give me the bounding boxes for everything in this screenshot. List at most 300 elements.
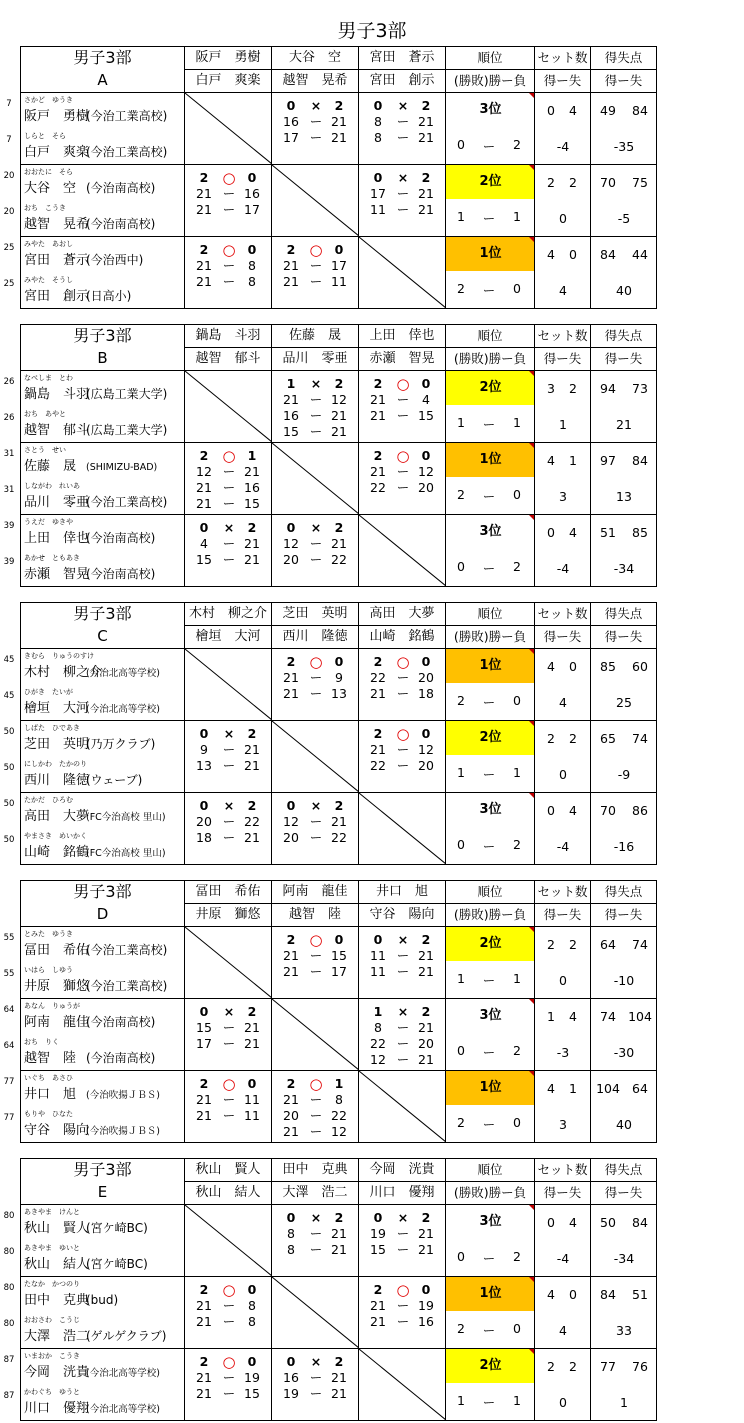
player-name: 大谷 空: [24, 181, 77, 196]
game-score: [359, 964, 446, 980]
match-cell-empty: [272, 721, 359, 793]
group-title: 男子3部: [73, 882, 132, 901]
match-result: [272, 520, 359, 536]
game-score-opp: 21: [244, 536, 260, 551]
result-sets-lost: 0: [247, 1354, 257, 1369]
game-score-opp: 21: [418, 130, 434, 145]
game-score-own: 9: [200, 742, 208, 757]
points-against: 60: [632, 659, 648, 674]
score-dash: ー: [309, 1092, 323, 1107]
game-score: [272, 258, 359, 274]
header-opponent-cell: [185, 881, 272, 904]
win-mark-icon: ○: [309, 931, 323, 949]
game-score-own: 19: [370, 1226, 386, 1241]
header-opponent-cell: [185, 1182, 272, 1205]
pair-cell: [3, 515, 185, 587]
rank-text: 3位: [479, 802, 502, 817]
result-sets-won: 0: [373, 98, 383, 113]
result-sets-lost: 1: [334, 1076, 344, 1091]
sets-lost: 1: [569, 453, 577, 468]
result-sets-won: 2: [199, 448, 209, 463]
header-player-name: 山崎 銘鶴: [369, 629, 435, 644]
header-opponent-cell: [359, 348, 446, 371]
game-score-opp: 21: [418, 202, 434, 217]
match-cell-empty: [185, 649, 272, 721]
player-team: (今治工業高校): [86, 145, 168, 159]
rank-cell: [446, 999, 535, 1071]
result-sets-won: 2: [373, 654, 383, 669]
game-score-opp: 11: [244, 1108, 260, 1123]
match-cell: [272, 1205, 359, 1277]
header-player-name: 西川 隆徳: [282, 629, 348, 644]
win-mark-icon: ○: [222, 1075, 236, 1093]
game-score: [359, 408, 446, 424]
game-score-opp: 22: [331, 830, 347, 845]
seed-number: 80: [3, 1319, 15, 1329]
sets-won: 4: [547, 1081, 555, 1096]
header-opponent-cell: [272, 70, 359, 93]
sets-won: 2: [547, 1359, 555, 1374]
match-cell: [185, 721, 272, 793]
result-sets-lost: 0: [247, 1282, 257, 1297]
sets-lost: 4: [569, 103, 577, 118]
diagonal-line: [185, 93, 272, 164]
game-score-own: 8: [374, 114, 382, 129]
player-line: [24, 733, 155, 752]
sets-diff: -4: [556, 839, 570, 854]
match-cell: [272, 237, 359, 309]
game-score-own: 21: [196, 186, 212, 201]
game-score: [185, 480, 272, 496]
diagonal-line: [185, 649, 272, 720]
game-score-own: 12: [283, 814, 299, 829]
player-team: (今治北高等学校): [86, 1404, 160, 1415]
pair-cell: [3, 793, 185, 865]
rank-cell: [446, 1349, 535, 1421]
win-loss: [446, 971, 535, 989]
player-team: (今治北高等学校): [86, 668, 160, 679]
rank-badge: [446, 999, 535, 1033]
player-line: [24, 1361, 160, 1380]
wins: 0: [457, 1249, 465, 1264]
player-line: [24, 1011, 155, 1030]
game-score: [272, 274, 359, 290]
game-score-own: 15: [370, 1242, 386, 1257]
game-score-opp: 21: [244, 742, 260, 757]
wl-dash: ー: [482, 211, 496, 226]
player-team: (今治南高校): [86, 217, 156, 231]
header-player-name: 檜垣 大河: [195, 629, 261, 644]
sets-cell: [535, 999, 591, 1071]
result-sets-won: 0: [373, 932, 383, 947]
set-header: [535, 603, 591, 626]
result-sets-won: 0: [199, 1004, 209, 1019]
win-loss: [446, 209, 535, 227]
result-sets-lost: 2: [334, 98, 344, 113]
points-diff: -35: [613, 139, 635, 154]
player-furigana: うえだ ゆきや: [24, 518, 73, 526]
sets-diff: 0: [559, 211, 567, 226]
player-name: 山崎 銘鶴: [24, 845, 90, 860]
header-opponent-cell: [272, 325, 359, 348]
header-opponent-cell: [359, 904, 446, 927]
match-cell-empty: [185, 927, 272, 999]
seed-number: 7: [6, 135, 12, 145]
points-diff: -9: [617, 767, 631, 782]
match-result: [272, 798, 359, 814]
game-score: [359, 1314, 446, 1330]
header-opponent-cell: [185, 626, 272, 649]
game-score-opp: 16: [244, 480, 260, 495]
sets-lost: 4: [569, 803, 577, 818]
match-cell: [359, 1205, 446, 1277]
result-sets-lost: 0: [247, 242, 257, 257]
player-furigana: いはら しゆう: [24, 966, 73, 974]
group-table-d: [3, 880, 657, 1143]
points-cell: [591, 371, 657, 443]
header-opponent-cell: [359, 881, 446, 904]
game-score-own: 12: [283, 536, 299, 551]
player-team: (今治西中): [86, 253, 144, 267]
rank-cell: [446, 649, 535, 721]
set-header-label: セット数: [537, 884, 588, 899]
score-dash: ー: [309, 552, 323, 567]
score-dash: ー: [396, 408, 410, 423]
points-for: 84: [600, 1287, 616, 1302]
win-mark-icon: ○: [222, 1281, 236, 1299]
score-dash: ー: [222, 464, 236, 479]
sets-diff: -3: [556, 1045, 570, 1060]
set-header-sublabel: 得ー失: [543, 73, 582, 88]
score-dash: ー: [396, 130, 410, 145]
sets-lost: 2: [569, 381, 577, 396]
points-header-label: 得失点: [604, 328, 643, 343]
rank-header: [446, 348, 535, 371]
loss-mark-icon: ×: [397, 170, 409, 185]
points-cell: [591, 1277, 657, 1349]
score-dash: ー: [396, 686, 410, 701]
game-score-opp: 21: [331, 130, 347, 145]
game-score-own: 18: [196, 830, 212, 845]
player-name: 西川 隆徳: [24, 773, 90, 788]
set-header-label: セット数: [537, 606, 588, 621]
score-dash: ー: [396, 964, 410, 979]
score-dash: ー: [309, 964, 323, 979]
game-score-opp: 21: [418, 948, 434, 963]
points-diff: 40: [616, 1117, 632, 1132]
points-cell: [591, 721, 657, 793]
player-line: [24, 141, 167, 160]
game-score: [185, 1314, 272, 1330]
game-score-own: 21: [283, 948, 299, 963]
losses: 2: [513, 559, 521, 574]
player-furigana: いまおか こうき: [24, 1352, 80, 1360]
header-player-name: 田中 克典: [282, 1162, 348, 1177]
win-loss: [446, 1043, 535, 1061]
header-player-name: 秋山 賢人: [195, 1162, 261, 1177]
game-score: [359, 202, 446, 218]
match-result: [359, 726, 446, 742]
player-line: [24, 1217, 148, 1236]
points-cell: [591, 93, 657, 165]
player-team: (今治北高等学校): [86, 704, 160, 715]
wins: 1: [457, 765, 465, 780]
points-diff: 25: [616, 695, 632, 710]
set-header: [535, 348, 591, 371]
player-team: (今治南高校): [86, 531, 156, 545]
game-score: [272, 114, 359, 130]
result-sets-won: 2: [199, 170, 209, 185]
group-title: 男子3部: [73, 604, 132, 623]
game-score-own: 15: [196, 552, 212, 567]
player-team: (FC今治高校 里山): [86, 848, 166, 859]
result-sets-lost: 2: [247, 798, 257, 813]
score-dash: ー: [222, 552, 236, 567]
group-table-a: [3, 46, 657, 309]
pair-cell: [3, 1349, 185, 1421]
result-sets-won: 0: [199, 798, 209, 813]
player-name: 上田 倖也: [24, 531, 90, 546]
match-cell: [185, 443, 272, 515]
player-name: 越智 晃希: [24, 217, 90, 232]
player-name: 品川 零亜: [24, 495, 90, 510]
diagonal-line: [359, 1349, 446, 1420]
player-team: (今治吹揚ＪＢＳ): [86, 1090, 160, 1101]
points-header: [591, 603, 657, 626]
score-dash: ー: [309, 1242, 323, 1257]
points-header-sublabel: 得ー失: [604, 629, 643, 644]
game-score-own: 21: [370, 392, 386, 407]
game-score: [185, 202, 272, 218]
player-furigana: おおたに そら: [24, 168, 73, 176]
rank-header: [446, 904, 535, 927]
sets-diff: 3: [559, 1117, 567, 1132]
game-score: [185, 1036, 272, 1052]
player-name: 川口 優翔: [24, 1401, 90, 1416]
header-player-name: 越智 郁斗: [195, 351, 261, 366]
loss-mark-icon: ×: [310, 376, 322, 391]
rank-text: 3位: [479, 102, 502, 117]
points-header: [591, 325, 657, 348]
game-score: [359, 114, 446, 130]
loss-mark-icon: ×: [310, 798, 322, 813]
points-against: 104: [628, 1009, 652, 1024]
player-name: 鍋島 斗羽: [24, 387, 90, 402]
player-team: (今治南高校): [86, 1015, 156, 1029]
points-header-sublabel: 得ー失: [604, 351, 643, 366]
points-diff: 1: [620, 1395, 628, 1410]
player-name: 白戸 爽楽: [24, 145, 90, 160]
diagonal-line: [185, 927, 272, 998]
game-score: [359, 742, 446, 758]
game-score: [359, 758, 446, 774]
diagonal-line: [359, 515, 446, 586]
game-score-own: 15: [196, 1020, 212, 1035]
sets-cell: [535, 165, 591, 237]
set-header-sublabel: 得ー失: [543, 629, 582, 644]
result-sets-won: 0: [286, 1210, 296, 1225]
rank-header-sublabel: (勝敗)勝ー負: [453, 907, 527, 922]
game-score: [359, 480, 446, 496]
game-score-opp: 21: [331, 114, 347, 129]
result-sets-won: 0: [286, 1354, 296, 1369]
player-team: (今治工業高校): [86, 495, 168, 509]
game-score-own: 22: [370, 670, 386, 685]
rank-badge: [446, 1071, 535, 1105]
match-cell: [185, 999, 272, 1071]
result-sets-lost: 2: [247, 520, 257, 535]
player-line: [24, 1083, 160, 1102]
header-player-name: 秋山 結人: [195, 1185, 261, 1200]
pair-cell: [3, 371, 185, 443]
seed-number: 20: [3, 171, 15, 181]
rank-text: 1位: [479, 1080, 502, 1095]
player-furigana: おち りく: [24, 1038, 59, 1046]
rank-header-sublabel: (勝敗)勝ー負: [453, 351, 527, 366]
sets-won: 0: [547, 103, 555, 118]
result-sets-lost: 0: [421, 1282, 431, 1297]
game-score-opp: 19: [244, 1370, 260, 1385]
match-result: [185, 798, 272, 814]
player-name: 木村 柳之介: [24, 665, 103, 680]
seed-number: 7: [6, 99, 12, 109]
player-name: 宮田 創示: [24, 289, 90, 304]
points-against: 73: [632, 381, 648, 396]
rank-header: [446, 626, 535, 649]
game-score-own: 20: [283, 830, 299, 845]
win-loss: [446, 415, 535, 433]
set-header: [535, 626, 591, 649]
header-opponent-cell: [185, 1159, 272, 1182]
game-score: [185, 1020, 272, 1036]
points-for: 85: [600, 659, 616, 674]
result-sets-lost: 2: [334, 520, 344, 535]
result-sets-lost: 2: [247, 1004, 257, 1019]
loss-mark-icon: ×: [223, 520, 235, 535]
seed-number: 26: [3, 377, 15, 387]
score-dash: ー: [309, 1370, 323, 1385]
header-opponent-cell: [185, 70, 272, 93]
score-dash: ー: [396, 114, 410, 129]
points-for: 70: [600, 175, 616, 190]
match-result: [185, 170, 272, 186]
header-opponent-cell: [272, 603, 359, 626]
match-result: [359, 448, 446, 464]
diagonal-line: [185, 371, 272, 442]
game-score-opp: 12: [331, 1124, 347, 1139]
player-name: 越智 陸: [24, 1051, 77, 1066]
score-dash: ー: [309, 114, 323, 129]
score-dash: ー: [396, 464, 410, 479]
win-loss: [446, 1393, 535, 1411]
game-score-own: 21: [196, 1108, 212, 1123]
rank-header-label: 順位: [477, 606, 503, 621]
player-team: (bud): [86, 1293, 119, 1307]
win-loss: [446, 765, 535, 783]
sets-won: 0: [547, 525, 555, 540]
match-cell-empty: [359, 1071, 446, 1143]
sets-diff: -4: [556, 1251, 570, 1266]
game-score-own: 21: [283, 670, 299, 685]
sets-lost: 4: [569, 525, 577, 540]
rank-badge: [446, 1205, 535, 1239]
pair-row: [21, 793, 657, 865]
match-result: [272, 1076, 359, 1092]
match-cell: [185, 237, 272, 309]
sets-won: 2: [547, 175, 555, 190]
game-score-own: 17: [370, 186, 386, 201]
pair-row: [21, 1071, 657, 1143]
win-mark-icon: ○: [396, 725, 410, 743]
sets-cell: [535, 927, 591, 999]
wins: 1: [457, 971, 465, 986]
game-score-own: 11: [370, 948, 386, 963]
game-score-opp: 15: [418, 408, 434, 423]
game-score: [185, 742, 272, 758]
score-dash: ー: [309, 830, 323, 845]
wl-dash: ー: [482, 1117, 496, 1132]
match-cell: [185, 515, 272, 587]
sets-diff: 0: [559, 1395, 567, 1410]
game-score-own: 20: [283, 1108, 299, 1123]
game-score-own: 17: [196, 1036, 212, 1051]
seed-number: 50: [3, 727, 15, 737]
points-against: 76: [632, 1359, 648, 1374]
player-name: 今岡 洸貴: [24, 1365, 90, 1380]
score-dash: ー: [309, 1108, 323, 1123]
header-opponent-cell: [185, 47, 272, 70]
game-score: [272, 408, 359, 424]
match-cell: [185, 1071, 272, 1143]
header-opponent-cell: [359, 1182, 446, 1205]
rank-header: [446, 881, 535, 904]
sets-lost: 0: [569, 659, 577, 674]
game-score-own: 21: [283, 392, 299, 407]
game-score: [185, 258, 272, 274]
game-score-own: 8: [374, 1020, 382, 1035]
win-loss: [446, 1249, 535, 1267]
points-against: 84: [632, 453, 648, 468]
player-furigana: ひがき たいが: [24, 688, 73, 696]
pair-cell: [3, 1071, 185, 1143]
player-line: [24, 177, 155, 196]
points-cell: [591, 927, 657, 999]
sets-lost: 1: [569, 1081, 577, 1096]
game-score-own: 21: [196, 258, 212, 273]
game-score-opp: 8: [248, 258, 256, 273]
wins: 1: [457, 209, 465, 224]
match-result: [359, 932, 446, 948]
loss-mark-icon: ×: [223, 798, 235, 813]
match-cell-empty: [272, 999, 359, 1071]
rank-badge: [446, 1349, 535, 1383]
match-cell-empty: [359, 515, 446, 587]
match-result: [359, 98, 446, 114]
score-dash: ー: [396, 1226, 410, 1241]
result-sets-won: 2: [373, 726, 383, 741]
win-mark-icon: ○: [222, 241, 236, 259]
points-for: 50: [600, 1215, 616, 1230]
game-score-opp: 8: [248, 1314, 256, 1329]
rank-header-sublabel: (勝敗)勝ー負: [453, 73, 527, 88]
result-sets-won: 2: [286, 242, 296, 257]
sets-lost: 0: [569, 1287, 577, 1302]
game-score-opp: 13: [331, 686, 347, 701]
page-title: 男子3部: [337, 20, 407, 42]
score-dash: ー: [222, 1298, 236, 1313]
match-result: [185, 1354, 272, 1370]
diagonal-line: [272, 443, 359, 514]
